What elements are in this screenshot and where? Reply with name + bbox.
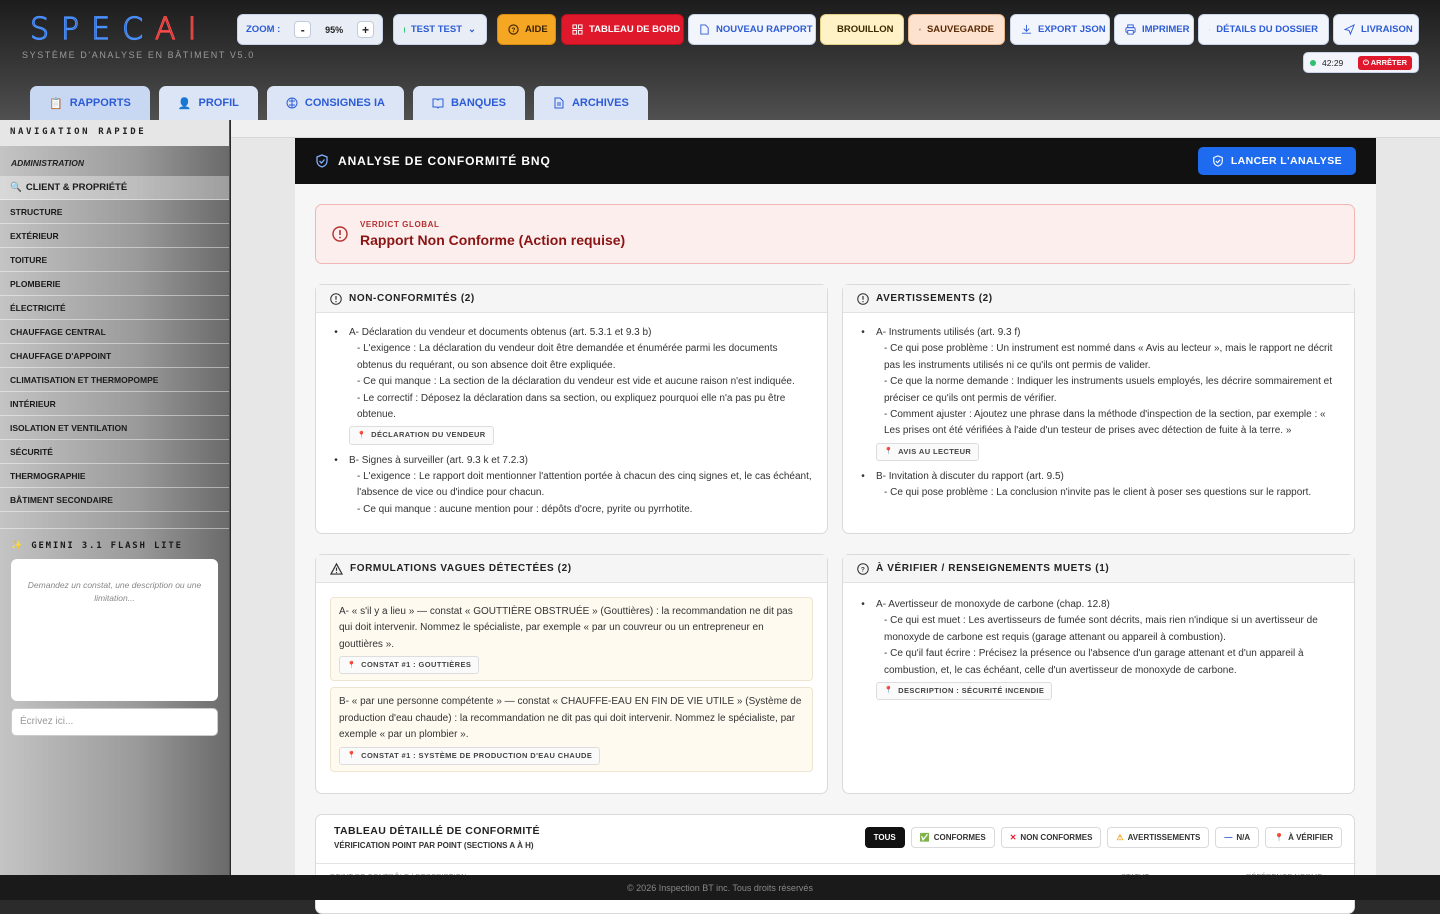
location-tag[interactable]: 📍 AVIS AU LECTEUR xyxy=(876,443,979,461)
sidebar-item-securite[interactable]: SÉCURITÉ xyxy=(0,440,229,464)
sidebar-item-chauffage-appoint[interactable]: CHAUFFAGE D'APPOINT xyxy=(0,344,229,368)
list-item: • B- Signes à surveiller (art. 9.3 k et 7.2.3) - L'exigence : Le rapport doit mentionner l'attention portée à chacun des cinq signes et, le cas échéant, l'absence de vice ou d'indice pour chacun. - Ce qui manque : aucune mention pour : dépôts d'ocre, pyrite ou pyrrhotite. xyxy=(330,453,813,519)
user-select[interactable] xyxy=(393,14,487,45)
launch-analysis-button[interactable]: LANCER L'ANALYSE xyxy=(1198,147,1356,175)
alert-circle-icon xyxy=(857,293,869,305)
tab-archives[interactable]: ARCHIVES xyxy=(534,86,648,120)
save-button[interactable]: SAUVEGARDE xyxy=(908,14,1005,45)
alert-circle-icon xyxy=(332,226,348,242)
list-item: • A- Déclaration du vendeur et documents obtenus (art. 5.3.1 et 9.3 b) - L'exigence : La déclaration du vendeur doit être demandée et énumérée parmi les documents obtenus du requérant, ou son absence doit être expliquée. - Ce qui manque : La section de la déclaration du vendeur est vide et aucune raison n'est indiquée. - Le correctif : Déposez la déclaration dans sa section, ou expliquez pourquoi elle n'a pas pu être obtenue. 📍 DÉCLARATION DU VENDEUR xyxy=(330,325,813,453)
session-timer xyxy=(1303,52,1419,73)
book-icon xyxy=(432,97,444,109)
sidebar-section-admin[interactable]: ADMINISTRATION xyxy=(0,146,229,176)
warnings-header: AVERTISSEMENTS (2) xyxy=(843,285,1354,313)
svg-text:?: ? xyxy=(512,27,516,34)
new-report-button[interactable]: NOUVEAU RAPPORT xyxy=(688,14,816,45)
tab-consignes-ia[interactable]: CONSIGNES IA xyxy=(267,86,404,120)
shield-icon xyxy=(315,154,329,168)
table-subtitle: VÉRIFICATION POINT PAR POINT (SECTIONS A À H) xyxy=(334,841,534,850)
dashboard-icon xyxy=(572,24,583,35)
main-tabs xyxy=(30,86,648,120)
compliance-panel xyxy=(295,138,1376,878)
panel-title: ANALYSE DE CONFORMITÉ BNQ xyxy=(338,154,551,168)
sidebar-item-structure[interactable]: STRUCTURE xyxy=(0,200,229,224)
search-icon: 🔍 xyxy=(10,182,22,193)
user-name: TEST TEST xyxy=(411,24,462,35)
ai-chat-input[interactable]: Écrivez ici... xyxy=(11,708,218,736)
verify-card xyxy=(842,554,1355,794)
draft-button[interactable]: BROUILLON xyxy=(820,14,904,45)
help-icon xyxy=(508,24,519,35)
location-tag[interactable]: 📍 DÉCLARATION DU VENDEUR xyxy=(349,426,494,444)
help-circle-icon xyxy=(857,563,869,575)
location-tag[interactable]: 📍 CONSTAT #1 : SYSTÈME DE PRODUCTION D'EAU CHAUDE xyxy=(339,747,600,765)
timer-value: 42:29 xyxy=(1322,58,1343,68)
shield-check-icon xyxy=(1212,155,1224,167)
zoom-control xyxy=(237,14,383,45)
chevron-down-icon: ⌄ xyxy=(468,24,476,35)
ai-chat-area[interactable]: Demandez un constat, une description ou une limitation... xyxy=(11,559,218,701)
table-filters xyxy=(865,827,1342,848)
sidebar-item-exterieur[interactable]: EXTÉRIEUR xyxy=(0,224,229,248)
nonconformities-card xyxy=(315,284,828,534)
verdict-label: VERDICT GLOBAL xyxy=(360,220,625,229)
vague-card xyxy=(315,554,828,794)
brain-icon xyxy=(286,97,298,109)
download-icon xyxy=(1021,24,1032,35)
location-tag[interactable]: 📍 DESCRIPTION : SÉCURITÉ INCENDIE xyxy=(876,682,1052,700)
status-dot-icon xyxy=(404,27,405,33)
x-icon: ✕ xyxy=(1010,833,1017,842)
sidebar-item-interieur[interactable]: INTÉRIEUR xyxy=(0,392,229,416)
dash-icon: — xyxy=(1224,833,1232,842)
app-subtitle: SYSTÈME D'ANALYSE EN BÂTIMENT V5.0 xyxy=(22,50,255,60)
sidebar-title: NAVIGATION RAPIDE xyxy=(0,120,229,146)
sidebar-item-batiment-secondaire[interactable]: BÂTIMENT SECONDAIRE xyxy=(0,488,229,512)
nonconformities-body xyxy=(316,313,827,530)
tab-profil[interactable]: 👤 PROFIL xyxy=(159,86,258,120)
delivery-button[interactable]: LIVRAISON xyxy=(1333,14,1419,45)
warning-icon: ⚠ xyxy=(1116,833,1123,842)
panel-body xyxy=(295,184,1376,878)
timer-dot-icon xyxy=(1310,60,1316,66)
alert-circle-icon xyxy=(330,293,342,305)
filter-non-conformes[interactable]: ✕ NON CONFORMES xyxy=(1001,827,1102,848)
zoom-value: 95% xyxy=(325,25,343,35)
zoom-in-button[interactable]: + xyxy=(357,21,374,38)
print-button[interactable]: IMPRIMER xyxy=(1114,14,1194,45)
tab-rapports[interactable]: 📋 RAPPORTS xyxy=(30,86,150,120)
save-icon xyxy=(919,24,921,35)
app-logo[interactable]: SPECAI xyxy=(30,12,208,47)
filter-conformes[interactable]: ✅ CONFORMES xyxy=(911,827,995,848)
sidebar-item-isolation[interactable]: ISOLATION ET VENTILATION xyxy=(0,416,229,440)
svg-text:?: ? xyxy=(861,566,866,573)
list-item: B- « par une personne compétente » — constat « CHAUFFE-EAU EN FIN DE VIE UTILE » (Système de production d'eau chaude) : la recommandation ne dit pas qui doit intervenir. Nommez le spécialiste, par exemple « par un plombier ». 📍 CONSTAT #1 : SYSTÈME DE PRODUCTION D'EAU CHAUDE xyxy=(330,687,813,771)
archive-icon xyxy=(553,97,565,109)
send-icon xyxy=(1344,24,1355,35)
list-item: • B- Invitation à discuter du rapport (art. 9.5) - Ce qui pose problème : La conclusion n'invite pas le client à poser ses questions sur le rapport. xyxy=(857,469,1340,502)
pin-icon: 📍 xyxy=(347,660,356,671)
sidebar-item-climatisation[interactable]: CLIMATISATION ET THERMOPOMPE xyxy=(0,368,229,392)
pin-icon: 📍 xyxy=(884,446,893,457)
export-json-button[interactable]: EXPORT JSON xyxy=(1010,14,1110,45)
check-icon: ✅ xyxy=(920,833,930,842)
filter-avertissements[interactable]: ⚠ AVERTISSEMENTS xyxy=(1107,827,1209,848)
sidebar-item-toiture[interactable]: TOITURE xyxy=(0,248,229,272)
table-title: TABLEAU DÉTAILLÉ DE CONFORMITÉ xyxy=(334,825,540,837)
filter-na[interactable]: — N/A xyxy=(1215,827,1259,848)
pin-icon: 📍 xyxy=(357,430,366,441)
verify-header: ? À VÉRIFIER / RENSEIGNEMENTS MUETS (1) xyxy=(843,555,1354,583)
zoom-label: ZOOM : xyxy=(246,24,280,35)
ai-assistant-title: ✨ GEMINI 3.1 FLASH LITE xyxy=(0,528,229,559)
pin-icon: 📍 xyxy=(1274,833,1284,842)
sparkle-icon: ✨ xyxy=(11,541,31,551)
warnings-card xyxy=(842,284,1355,534)
vague-header: FORMULATIONS VAGUES DÉTECTÉES (2) xyxy=(316,555,827,583)
filter-a-verifier[interactable]: 📍 À VÉRIFIER xyxy=(1265,827,1342,848)
filter-all[interactable]: TOUS xyxy=(865,827,905,848)
verdict-box xyxy=(315,204,1355,264)
top-strip xyxy=(231,120,1440,138)
main-content xyxy=(231,120,1440,875)
list-item: • A- Instruments utilisés (art. 9.3 f) - Ce qui pose problème : Un instrument est nommé dans « Avis au lecteur », mais le rapport ne décrit pas les instruments utilisés ni ce qu'ils ont permis de valider. - Ce que la norme demande : Indiquer les instruments usuels employés, les décrire sommairement et préciser ce qu'ils ont permis de vérifier. - Comment ajuster : Ajoutez une phrase dans la méthode d'inspection de la section, par exemple : « Les prises ont été vérifiées à l'aide d'un testeur de prises avec détection de fuite à la terre. » 📍 AVIS AU LECTEUR xyxy=(857,325,1340,469)
case-details-button[interactable]: DÉTAILS DU DOSSIER xyxy=(1198,14,1329,45)
verdict-value: Rapport Non Conforme (Action requise) xyxy=(360,232,625,248)
printer-icon xyxy=(1125,24,1136,35)
vague-body xyxy=(316,583,827,790)
list-item: • A- Avertisseur de monoxyde de carbone (chap. 12.8) - Ce qui est muet : Les avertisseurs de fumée sont décrits, mais rien n'indique si un avertisseur de monoxyde de carbone est requis (garage attenant ou appareil à combustion). - Ce qu'il faut écrire : Précisez la présence ou l'absence d'un garage attenant et d'un appareil à combustion, et, le cas échéant, celle d'un avertisseur de monoxyde de carbone. 📍 DESCRIPTION : SÉCURITÉ INCENDIE xyxy=(857,597,1340,708)
user-icon: 👤 xyxy=(178,97,192,110)
stop-button[interactable]: ⏻ ARRÊTER xyxy=(1358,56,1412,70)
list-item: A- « s'il y a lieu » — constat « GOUTTIÈRE OBSTRUÉE » (Gouttières) : la recommandation ne dit pas qui doit intervenir. Nommez le spécialiste, par exemple « par un couvreur ou un entrepreneur en gouttières ». 📍 CONSTAT #1 : GOUTTIÈRES xyxy=(330,597,813,681)
clipboard-icon: 📋 xyxy=(49,97,63,110)
footer: © 2026 Inspection BT inc. Tous droits réservés xyxy=(0,875,1440,900)
warnings-body xyxy=(843,313,1354,514)
sidebar xyxy=(0,120,230,875)
sidebar-item-plomberie[interactable]: PLOMBERIE xyxy=(0,272,229,296)
zoom-out-button[interactable]: - xyxy=(294,21,311,38)
document-icon xyxy=(699,24,710,35)
ai-assistant xyxy=(0,528,229,736)
panel-header xyxy=(295,138,1376,184)
location-tag[interactable]: 📍 CONSTAT #1 : GOUTTIÈRES xyxy=(339,656,479,674)
pin-icon: 📍 xyxy=(347,750,356,761)
tab-banques[interactable]: BANQUES xyxy=(413,86,525,120)
sidebar-item-electricite[interactable]: ÉLECTRICITÉ xyxy=(0,296,229,320)
sidebar-item-chauffage-central[interactable]: CHAUFFAGE CENTRAL xyxy=(0,320,229,344)
help-button[interactable]: ? AIDE xyxy=(497,14,556,45)
verify-body xyxy=(843,583,1354,720)
sidebar-item-client[interactable]: 🔍 CLIENT & PROPRIÉTÉ xyxy=(0,176,229,200)
top-header xyxy=(0,0,1440,120)
sidebar-item-thermographie[interactable]: THERMOGRAPHIE xyxy=(0,464,229,488)
dashboard-button[interactable]: TABLEAU DE BORD xyxy=(561,14,684,45)
folder-icon xyxy=(1209,24,1210,35)
pin-icon: 📍 xyxy=(884,685,893,696)
nonconformities-header: NON-CONFORMITÉS (2) xyxy=(316,285,827,313)
warning-triangle-icon xyxy=(330,563,343,575)
